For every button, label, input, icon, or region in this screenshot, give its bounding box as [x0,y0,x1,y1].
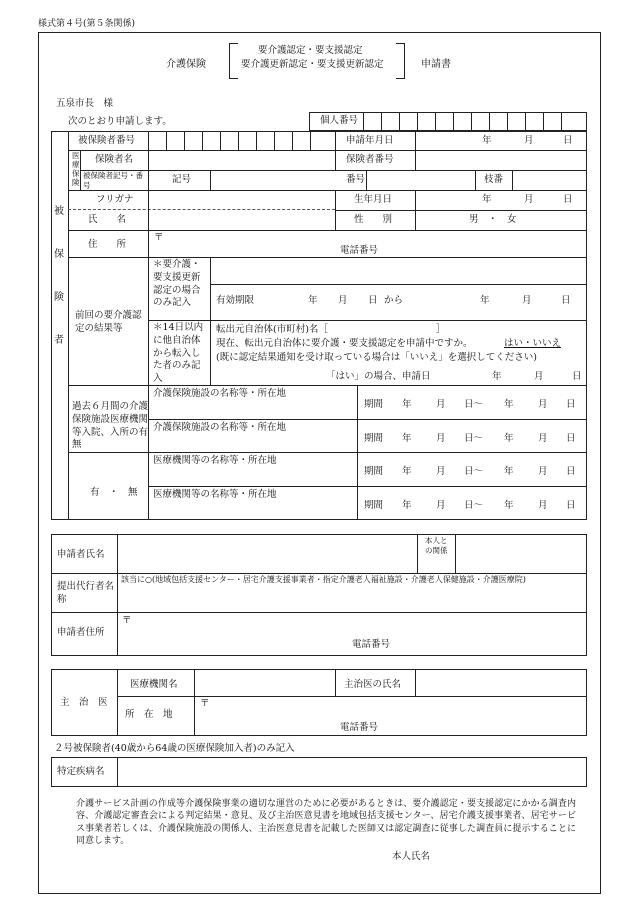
address-label: 住 所 [88,239,127,250]
insurer-name-label: 保険者名 [95,154,134,165]
validity-from: から [384,295,404,306]
medical-badge-3: 保 [72,169,80,178]
name-label: 氏 名 [88,214,127,225]
agent-note: 該当に○(地域包括支援センター・居宅介護支援事業者・指定介護老人福祉施設・介護老人保健施設・介護医療院) [121,575,526,584]
period-unit: 年 [402,433,412,444]
birth-day: 日 [563,194,573,205]
date-day: 日 [563,135,573,146]
relation-label: 本人との関係 [425,536,448,556]
insured-number-label: 被保険者番号 [78,135,136,146]
medical-badge-2: 療 [72,160,80,169]
facility-row-label: 医療機関等の名称等・所在地 [153,489,277,500]
validity-label: 有効期限 [216,295,255,306]
specific-disease-label: 特定疾病名 [57,766,105,777]
medical-badge-1: 医 [72,151,80,160]
doctor-label: 主 治 医 [60,697,108,708]
signature-label: 本人氏名 [392,851,431,862]
period-unit: 月 [436,399,446,410]
previous-label: 前回の要介護認定の結果等 [75,310,142,334]
branch-label: 枝番 [484,174,504,185]
bracket-left [229,43,238,79]
sex-label: 性 別 [354,214,393,225]
form-label: 様式第４号(第５条関係) [38,19,136,29]
addressee: 五泉市長 様 [56,98,114,109]
period-unit: 月 [538,399,548,410]
medical-badge-4: 険 [72,178,80,187]
period-unit: 月 [538,466,548,477]
facility-row-input[interactable] [153,469,351,482]
applicant-phone-label: 電話番号 [352,639,391,650]
address-phone-label: 電話番号 [340,245,379,256]
number-label: 番号 [346,174,366,185]
yes-case-year: 年 [492,371,502,382]
side-label-2: 保 [54,249,64,260]
medical-symbol-label: 被保険者記号・番号 [83,171,143,191]
period-label: 期間 [364,399,384,410]
previous-note1: ＊要介護・要支援更新認定の場合のみ記入 [153,259,201,309]
period-unit: 日 [566,500,576,511]
period-label: 期間 [364,466,384,477]
doctor-postal-mark: 〒 [200,698,210,709]
symbol-label: 記号 [172,174,192,185]
bracket-right [396,43,405,79]
applicant-address-label: 申請者住所 [57,627,105,638]
facility-row-input[interactable] [153,402,351,415]
validity-from-year: 年 [308,295,318,306]
period-unit: 月 [436,433,446,444]
period-unit: 月 [436,500,446,511]
yes-case-day: 日 [572,371,582,382]
applicant-name-input[interactable] [122,545,412,559]
yes-case-month: 月 [534,371,544,382]
side-label-4: 者 [54,335,64,346]
period-unit: 月 [538,433,548,444]
transfer-line2: 現在、転出元自治体に要介護・要支援認定を申請中ですか。 [216,338,473,349]
validity-to-year: 年 [480,295,490,306]
validity-from-month: 月 [338,295,348,306]
birth-year: 年 [482,194,492,205]
period-label: 期間 [364,500,384,511]
side-label-1: 被 [54,206,64,217]
period-unit: 月 [538,500,548,511]
facility-row-input[interactable] [153,436,351,449]
insurer-number-label: 保険者番号 [346,154,394,165]
period-unit: 年 [504,500,514,511]
period-unit: 日 [566,433,576,444]
period-unit: 日 [566,466,576,477]
consent-text: 介護サービス計画の作成等介護保険事業の適切な運営のために必要があるときは、要介護認定・要支援認定にかかる調査内容、介護認定審査会による判定結果・意見、及び主治医意見書を地域包括支援センター、居宅介護支援事業者、居宅サービス事業者若しくは、介護保険施設の関係人、主治医意見書を記載した医師又は認定調査に従事した調査員に提示することに同意します。 [76,799,576,847]
furigana-label: フリガナ [96,194,134,205]
yes-case-label: 「はい」の場合、申請日 [326,371,431,382]
specific-disease-input[interactable] [122,764,577,778]
transfer-bracket-close: ］ [436,324,446,335]
period-unit: 日〜 [464,399,484,410]
application-date-label: 申請年月日 [346,135,394,146]
yes-no-options[interactable]: はい・いいえ [504,338,562,349]
period-unit: 日〜 [464,433,484,444]
period-unit: 日〜 [464,466,484,477]
period-unit: 月 [436,466,446,477]
sex-options[interactable]: 男 ・ 女 [469,214,517,225]
intro: 次のとおり申請します。 [68,116,172,127]
facility-row-label: 介護保険施設の名称等・所在地 [153,422,287,433]
hospital-presence[interactable]: 有 ・ 無 [90,487,138,498]
doctor-phone-label: 電話番号 [340,722,379,733]
validity-to-day: 日 [561,295,571,306]
applicant-postal-mark: 〒 [122,615,132,626]
postal-mark: 〒 [154,232,164,243]
header-line2: 要介護更新認定・要支援更新認定 [241,59,384,70]
facility-row-label: 介護保険施設の名称等・所在地 [153,388,287,399]
header-left: 介護保険 [166,59,206,70]
facility-row-divider [148,452,587,453]
institution-label: 医療機関名 [130,679,178,690]
date-year: 年 [482,135,492,146]
type2-note: ２号被保険者(40歳から64歳の医療保険加入者)のみ記入 [54,743,295,754]
doctor-name-label: 主治医の氏名 [344,679,402,690]
validity-from-day: 日 [368,295,378,306]
period-unit: 年 [402,399,412,410]
facility-row-divider [148,419,587,420]
applicant-name-label: 申請者氏名 [57,549,105,560]
facility-row-divider [148,486,587,487]
period-unit: 年 [504,399,514,410]
period-unit: 年 [402,500,412,511]
period-label: 期間 [364,433,384,444]
period-unit: 年 [504,433,514,444]
hospital-label: 過去６月間の介護保険施設医療機関等入院、入所の有無 [72,401,149,451]
location-label: 所 在 地 [125,709,173,720]
agent-label: 提出代行者名称 [57,581,115,605]
personal-number-label: 個人番号 [320,115,359,126]
birth-month: 月 [524,194,534,205]
period-unit: 日 [566,399,576,410]
period-unit: 年 [504,466,514,477]
transfer-line1: 転出元自治体(市町村)名［ [216,324,328,335]
side-label-3: 険 [54,292,64,303]
header-right: 申請書 [421,59,451,70]
birth-date-label: 生年月日 [354,194,393,205]
validity-to-month: 月 [522,295,532,306]
facility-row-input[interactable] [153,503,351,516]
period-unit: 年 [402,466,412,477]
institution-input[interactable] [198,676,328,690]
date-month: 月 [524,135,534,146]
period-unit: 日〜 [464,500,484,511]
facility-row-label: 医療機関等の名称等・所在地 [153,455,277,466]
previous-note2: ＊14日以内に他自治体から転入した者のみ記入 [153,322,204,385]
address-input[interactable] [168,232,568,244]
transfer-line3: (既に認定結果通知を受け取っている場合は「いいえ」を選択してください) [216,352,537,363]
header-line1: 要介護認定・要支援認定 [258,45,363,56]
